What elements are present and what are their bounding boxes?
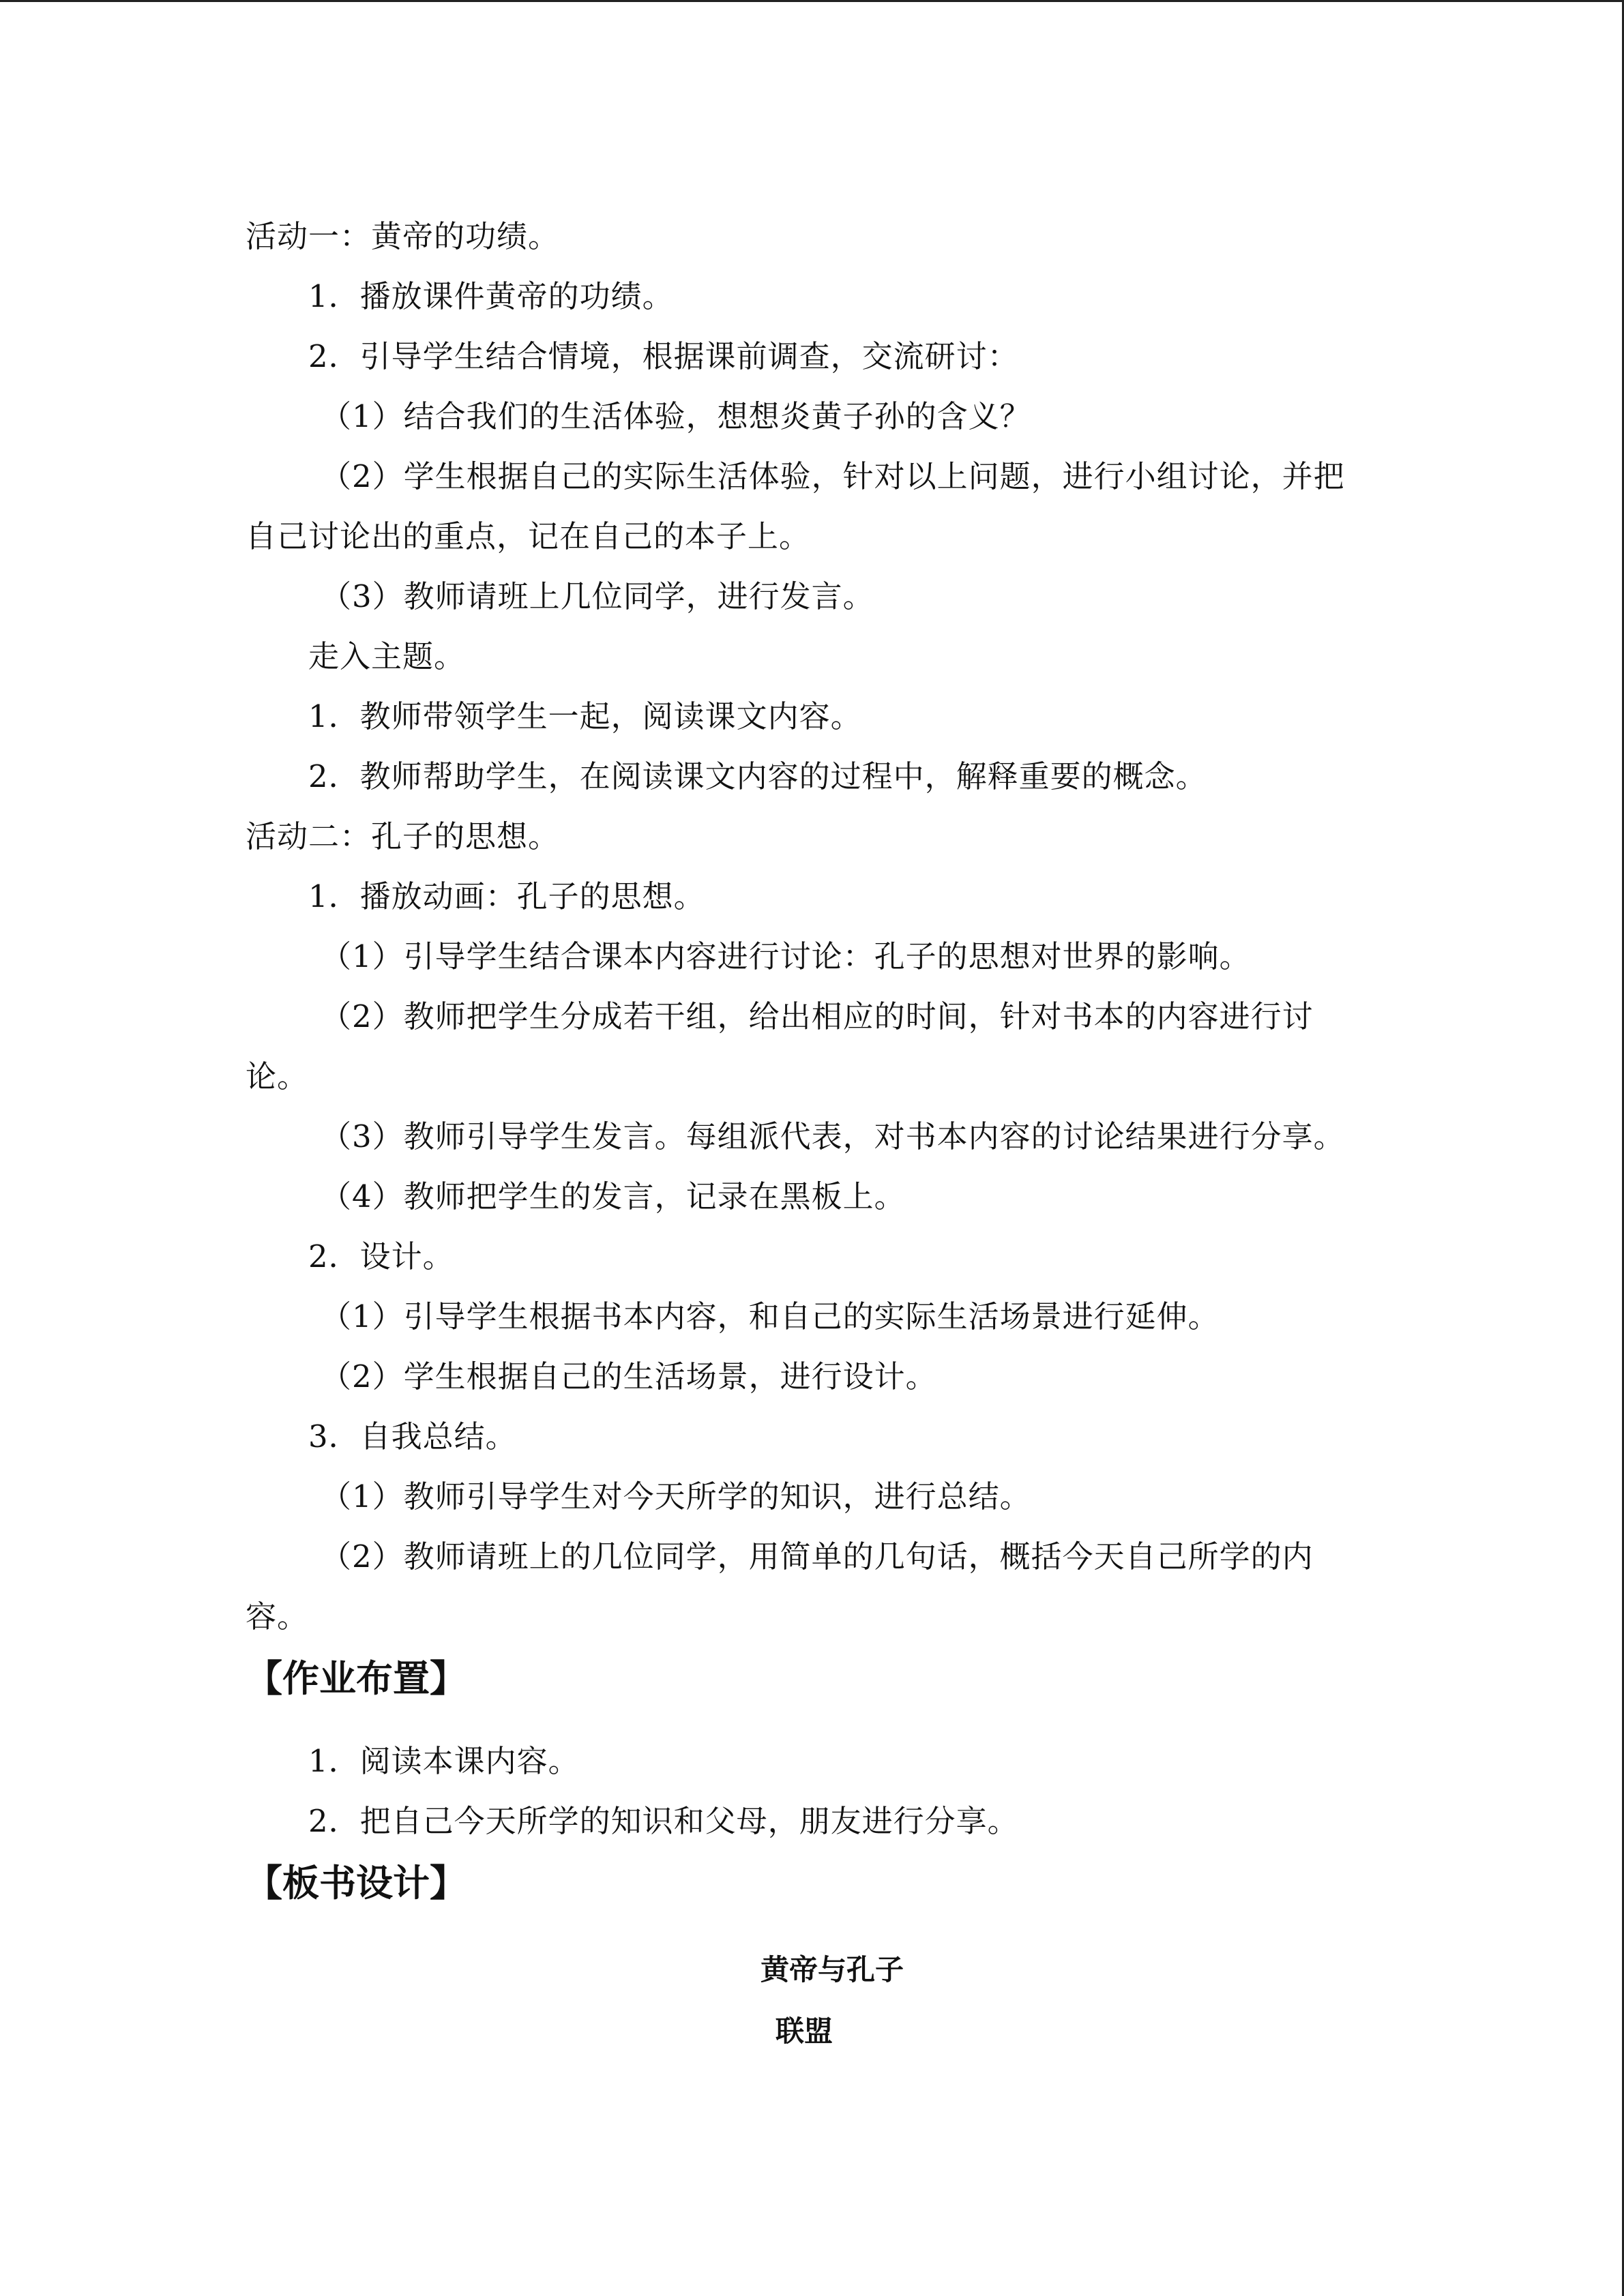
activity-one-step-1: 1．播放课件黄帝的功绩。 [308,278,674,314]
activity-one-heading: 活动一：黄帝的功绩。 [246,218,560,254]
enter-topic-step-2: 2．教师帮助学生，在阅读课文内容的过程中，解释重要的概念。 [308,758,1207,794]
activity-two-step-2-sub-2: （2）学生根据自己的生活场景，进行设计。 [321,1358,937,1395]
homework-section-title: 【作业布置】 [246,1657,467,1700]
homework-item-1: 1．阅读本课内容。 [308,1743,580,1779]
board-design-title: 黄帝与孔子 [761,1953,904,1986]
activity-two-heading: 活动二：孔子的思想。 [246,818,560,854]
enter-topic-step-1: 1．教师带领学生一起，阅读课文内容。 [308,698,862,734]
activity-two-step-3-sub-2-line-1: （2）教师请班上的几位同学，用简单的几句话，概括今天自己所学的内 [321,1538,1314,1575]
activity-two-sub-1: （1）引导学生结合课本内容进行讨论：孔子的思想对世界的影响。 [321,938,1251,974]
board-design-subtitle: 联盟 [776,2014,833,2048]
activity-one-sub-1: （1）结合我们的生活体验，想想炎黄子孙的含义？ [321,398,1031,434]
activity-two-sub-2-line-1: （2）教师把学生分成若干组，给出相应的时间，针对书本的内容进行讨 [321,998,1314,1034]
board-design-section-title: 【板书设计】 [246,1862,467,1905]
activity-one-step-2: 2．引导学生结合情境，根据课前调查，交流研讨： [308,338,1019,374]
activity-two-step-2-sub-1: （1）引导学生根据书本内容，和自己的实际生活场景进行延伸。 [321,1298,1220,1335]
activity-one-sub-2-line-1: （2）学生根据自己的实际生活体验，针对以上问题，进行小组讨论，并把 [321,458,1345,494]
activity-two-sub-3: （3）教师引导学生发言。每组派代表，对书本内容的讨论结果进行分享。 [321,1118,1345,1154]
activity-one-sub-2-line-2: 自己讨论出的重点，记在自己的本子上。 [246,518,811,554]
activity-two-step-1: 1．播放动画：孔子的思想。 [308,878,705,914]
activity-two-step-3: 3．自我总结。 [308,1418,517,1455]
activity-two-sub-2-line-2: 论。 [246,1058,309,1094]
activity-two-step-2: 2．设计。 [308,1238,454,1274]
activity-two-step-3-sub-2-line-2: 容。 [246,1598,309,1635]
homework-item-2: 2．把自己今天所学的知识和父母，朋友进行分享。 [308,1803,1019,1839]
activity-two-step-3-sub-1: （1）教师引导学生对今天所学的知识，进行总结。 [321,1478,1031,1515]
enter-topic-heading: 走入主题。 [308,638,466,674]
activity-two-sub-4: （4）教师把学生的发言，记录在黑板上。 [321,1178,906,1214]
activity-one-sub-3: （3）教师请班上几位同学，进行发言。 [321,578,874,614]
